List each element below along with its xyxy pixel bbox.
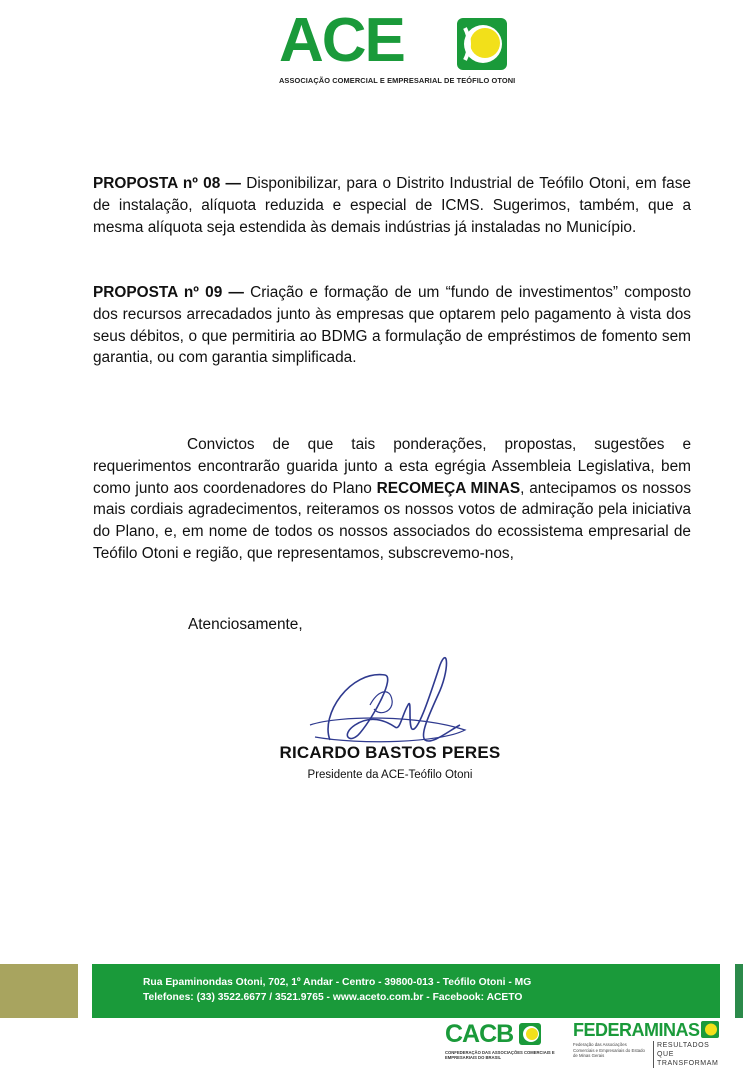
proposal-09-text: Criação e formação de um “fundo de investimentos” composto dos recursos arrecadados junto às empresas que optarem pelo pagamento à vista dos seus débitos, o que permitiria ao BDMG a formulação de empréstimos de fomento sem garantia, ou com garantia simplificada. [93,284,692,367]
proposal-09-lead: PROPOSTA nº 09 — [93,284,244,301]
closing-text-before: Convictos de que tais ponderações, propostas, sugestões e requerimentos encontrarão guarida junto a esta egrégia Assembleia Legislativa, bem como junto aos coordenadores do Plano [93,436,691,497]
ace-logo [279,6,516,90]
cacb-subtitle: CONFEDERAÇÃO DAS ASSOCIAÇÕES COMERCIAIS E EMPRESARIAIS DO BRASIL [445,1050,555,1060]
cacb-sun-icon [519,1023,541,1045]
handwritten-signature [300,645,470,755]
closing-text-after: , antecipamos os nossos mais cordiais agradecimentos, reiteramos os nossos votos de admiração pela iniciativa do Plano, e, em nome de todos os nossos associados do ecossistema empresarial de Teófilo Otoni e região, que representamos, subscrevemo-nos, [93,479,692,562]
proposal-08-text: Disponibilizar, para o Distrito Industrial de Teófilo Otoni, em fase de instalação, alíquota reduzida e especial de ICMS. Sugerimos, também, que a mesma alíquota seja estendida às demais indústrias já instaladas no Município. [93,175,691,236]
federaminas-tagline-1: RESULTADOS QUE [657,1042,710,1058]
plan-name: RECOMEÇA MINAS [376,479,521,497]
footer-banner [92,964,720,1018]
federaminas-sun-icon [701,1021,719,1038]
federaminas-subtitle: Federação das Associações Comerciais e Empresariais do Estado de Minas Gerais [573,1042,645,1058]
federaminas-logo-text: FEDERAMINAS [573,1020,700,1040]
federaminas-tagline [653,1041,723,1068]
organization-name: ASSOCIAÇÃO COMERCIAL E EMPRESARIAL DE TEÓFILO OTONI [279,76,516,85]
closing-paragraph [93,434,691,565]
footer-accent-block [0,964,78,1018]
proposal-09 [93,282,691,369]
footer-contacts: Telefones: (33) 3522.6677 / 3521.9765 - www.aceto.com.br - Facebook: ACETO [143,992,523,1003]
footer-edge-stripe [735,964,743,1018]
proposal-08 [93,173,691,238]
ace-logo-sun-icon [457,18,507,70]
cacb-logo-text: CACB [445,1020,514,1048]
salutation: Atenciosamente, [188,616,303,633]
signer-name: RICARDO BASTOS PERES [279,743,501,762]
ace-logo-text: ACE [279,6,404,75]
cacb-logo [445,1020,555,1060]
federaminas-logo [573,1020,723,1067]
signer-role: Presidente da ACE-Teófilo Otoni [307,769,473,781]
federaminas-tagline-2: TRANSFORMAM [657,1060,719,1067]
footer-address: Rua Epaminondas Otoni, 702, 1º Andar - Centro - 39800-013 - Teófilo Otoni - MG [143,977,532,988]
proposal-08-lead: PROPOSTA nº 08 — [93,175,241,192]
